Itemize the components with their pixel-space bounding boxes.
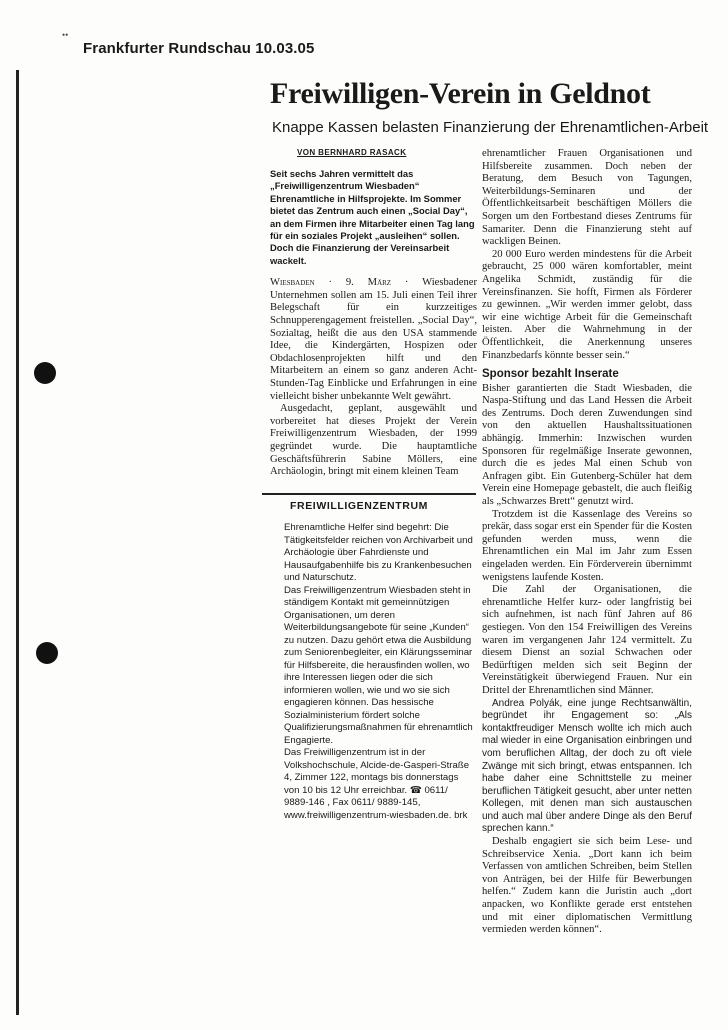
section-heading: Sponsor bezahlt Inserate — [482, 368, 619, 381]
infobox-paragraph: Das Freiwilligenzentrum Wiesbaden steht in ständigem Kontakt mit gemeinnützigen Organisationen, um deren Weiterbildungsangebote für seine „Kunden“ zu nutzen. Dazu gehört etwa die Ausbildung zum Seniorenbegleiter, ein Klärungsseminar für Hilfsbereite, die herausfinden wollen, wo ihre Interessen liegen oder die sich informieren wollen, wie und wo sie sich engagieren können. Das hessische Sozialministerium fördert solche Qualifizierungsmaßnahmen für ehrenamtlich Engagierte. — [284, 584, 473, 746]
article-column-1 — [270, 168, 477, 479]
article-paragraph: Deshalb engagiert sie sich beim Lese- und Schreibservice Xenia. „Dort kann ich beim Verfassen von amtlichen Schreiben, beim Stellen von Anträgen, bei der Hilfe für Bewerbungen helfen.“ Zudem kann die Juristin auch „dort anpacken, wo Konflikte gerade erst entstehen und mit einer diplomatischen Vermittlung vermieden werden können“. — [482, 836, 692, 936]
dateline: Wiesbaden · 9. März · — [270, 277, 409, 289]
article-paragraph — [270, 277, 477, 403]
punch-hole — [36, 642, 58, 664]
paragraph-text: Wiesbadener Unternehmen sollen am 15. Juli einen Teil ihrer Belegschaft für ein kurzzeitiges Schnupperengagement freistellen. „Social Day“, Sozialtag, heißt die aus den USA stammende Idee, die Kindergärten, Hospizen oder Obdachlosenprojekten hilft und den Mitarbeitern an einem so ganz anderen Acht-Stunden-Tag Einblicke und Erfahrungen in eine vielleicht bisher unbekannte Welt gewährt. — [270, 277, 477, 402]
infobox-paragraph: Das Freiwilligenzentrum ist in der Volkshochschule, Alcide-de-Gasperi-Straße 4, Zimmer 122, montags bis donnerstags von 10 bis 12 Uhr erreichbar. ☎ 0611/ 9889-146 , Fax 0611/ 9889-145, www.freiwilligenzentrum-wiesbaden.de. brk — [284, 747, 470, 821]
subheadline: Knappe Kassen belasten Finanzierung der Ehrenamtlichen-Arbeit — [272, 119, 709, 136]
article-paragraph: 20 000 Euro werden mindestens für die Arbeit gebraucht, 25 000 wären komfortabler, meint Angelika Schmidt, zuständig für die Vereinsfinanzen. Sie hofft, Firmen als Förderer zu gewinnen. „Wir werden immer gelobt, dass wir eine wichtige Arbeit für die Gemeinschaft leisten. Aber die Wahrnehmung in der Öffentlichkeit, die Anerkennung unseres Finanzbedarfs könnte besser sein.“ — [482, 248, 692, 361]
headline: Freiwilligen-Verein in Geldnot — [270, 77, 651, 110]
newspaper-name: Frankfurter Rundschau — [83, 40, 251, 57]
source-line — [83, 40, 314, 57]
punch-hole — [34, 362, 56, 384]
byline: VON BERNHARD RASACK — [297, 148, 407, 157]
article-paragraph: Trotzdem ist die Kassenlage des Vereins so prekär, dass sogar erst ein Spender für die Kosten gefunden werden muss, wenn die Ehrenamtlichen ein Mal im Jahr zum Essen eingeladen werden. Ein Förderverein übernimmt wenigstens laufende Kosten. — [482, 508, 692, 583]
infobox-title: FREIWILLIGENZENTRUM — [290, 500, 428, 512]
infobox-rule — [262, 493, 476, 495]
article-paragraph: Die Zahl der Organisationen, die ehrenamtliche Helfer kurz- oder langfristig bei sich aufnehmen, ist nach fünf Jahren auf 86 gestiegen. Von den 154 Freiwilligen des Vereins waren im vergangenen Jahr 124 vermittelt. Zu diesem Dienst an sozial Schwachen oder Bedürftigen melden sich seit Beginn der Vereinstätigkeit überwiegend Frauen. Nur ein Drittel der Ehrenamtlichen sind Männer. — [482, 584, 692, 696]
article-paragraph: Bisher garantierten die Stadt Wiesbaden, die Naspa-Stiftung und das Land Hessen die Arbeit des Zentrums. Doch deren Zuwendungen sind von den aktuellen Haushaltssituationen abhängig. Immerhin: Inzwischen wurden Sponsoren für regelmäßige Inserate gewonnen, durch die es jedes Mal einen Schub von Anfragen gibt. Ein Gutenberg-Schüler hat dem Verein eine Homepage gebastelt, die auch fleißig als „Schwarzes Brett“ genutzt wird. — [482, 382, 692, 508]
infobox-body — [284, 522, 474, 822]
article-lead: Seit sechs Jahren vermittelt das „Freiwilligenzentrum Wiesbaden“ Ehrenamtliche in Hilfsprojekte. Im Sommer bietet das Zentrum auch einen „Social Day“, an dem Firmen ihre Mitarbeiter einen Tag lang für ein soziales Projekt „ausleihen“ sollen. Doch die Finanzierung der Vereinsarbeit wackelt. — [270, 168, 475, 266]
article-paragraph: Ausgedacht, geplant, ausgewählt und vorbereitet hat dieses Projekt der Verein Freiwilligenzentrum Wiesbaden, der 1999 gegründet wurde. Die hauptamtliche Geschäftsführerin Sabine Möllers, eine Archäologin, bringt mit einem kleinen Team — [270, 403, 477, 478]
article-paragraph: ehrenamtlicher Frauen Organisationen und Hilfsbereite zusammen. Doch neben der Beratung, dem Besuch von Tagungen, Weiterbildungs-Seminaren und der Öffentlichkeitsarbeit beschäftigen Möllers die Sorgen um den Fortbestand dieses Zentrums für Samariter. Denn die Finanzierung steht auf wackligen Beinen. — [482, 148, 692, 248]
infobox-paragraph: Ehrenamtliche Helfer sind begehrt: Die Tätigkeitsfelder reichen von Archivarbeit und Archäologie über Fahrdienste und Hausaufgabenhilfe bis zu Krankenbesuchen und Naturschutz. — [284, 522, 473, 583]
left-margin-bar — [16, 70, 19, 1015]
publication-date: 10.03.05 — [255, 40, 315, 57]
article-column-2 — [482, 148, 692, 937]
scan-mark: •• — [62, 30, 69, 40]
article-paragraph: Andrea Polyák, eine junge Rechtsanwältin, begründet ihr Engagement so: „Als kontaktfreudiger Mensch wollte ich mich auch mal wieder in eine Organisation einbringen und vom beruflichen Alltag, der doch zu oft viele Zwänge mit sich bringt, etwas entspannen. Ich habe daher eine Schnittstelle zu meiner beruflichen Tätigkeit gesucht, aber unter netten Kollegen, mit denen man sich austauschen und auch mal über andere Dinge als den Beruf sprechen kann.“ — [482, 697, 692, 835]
